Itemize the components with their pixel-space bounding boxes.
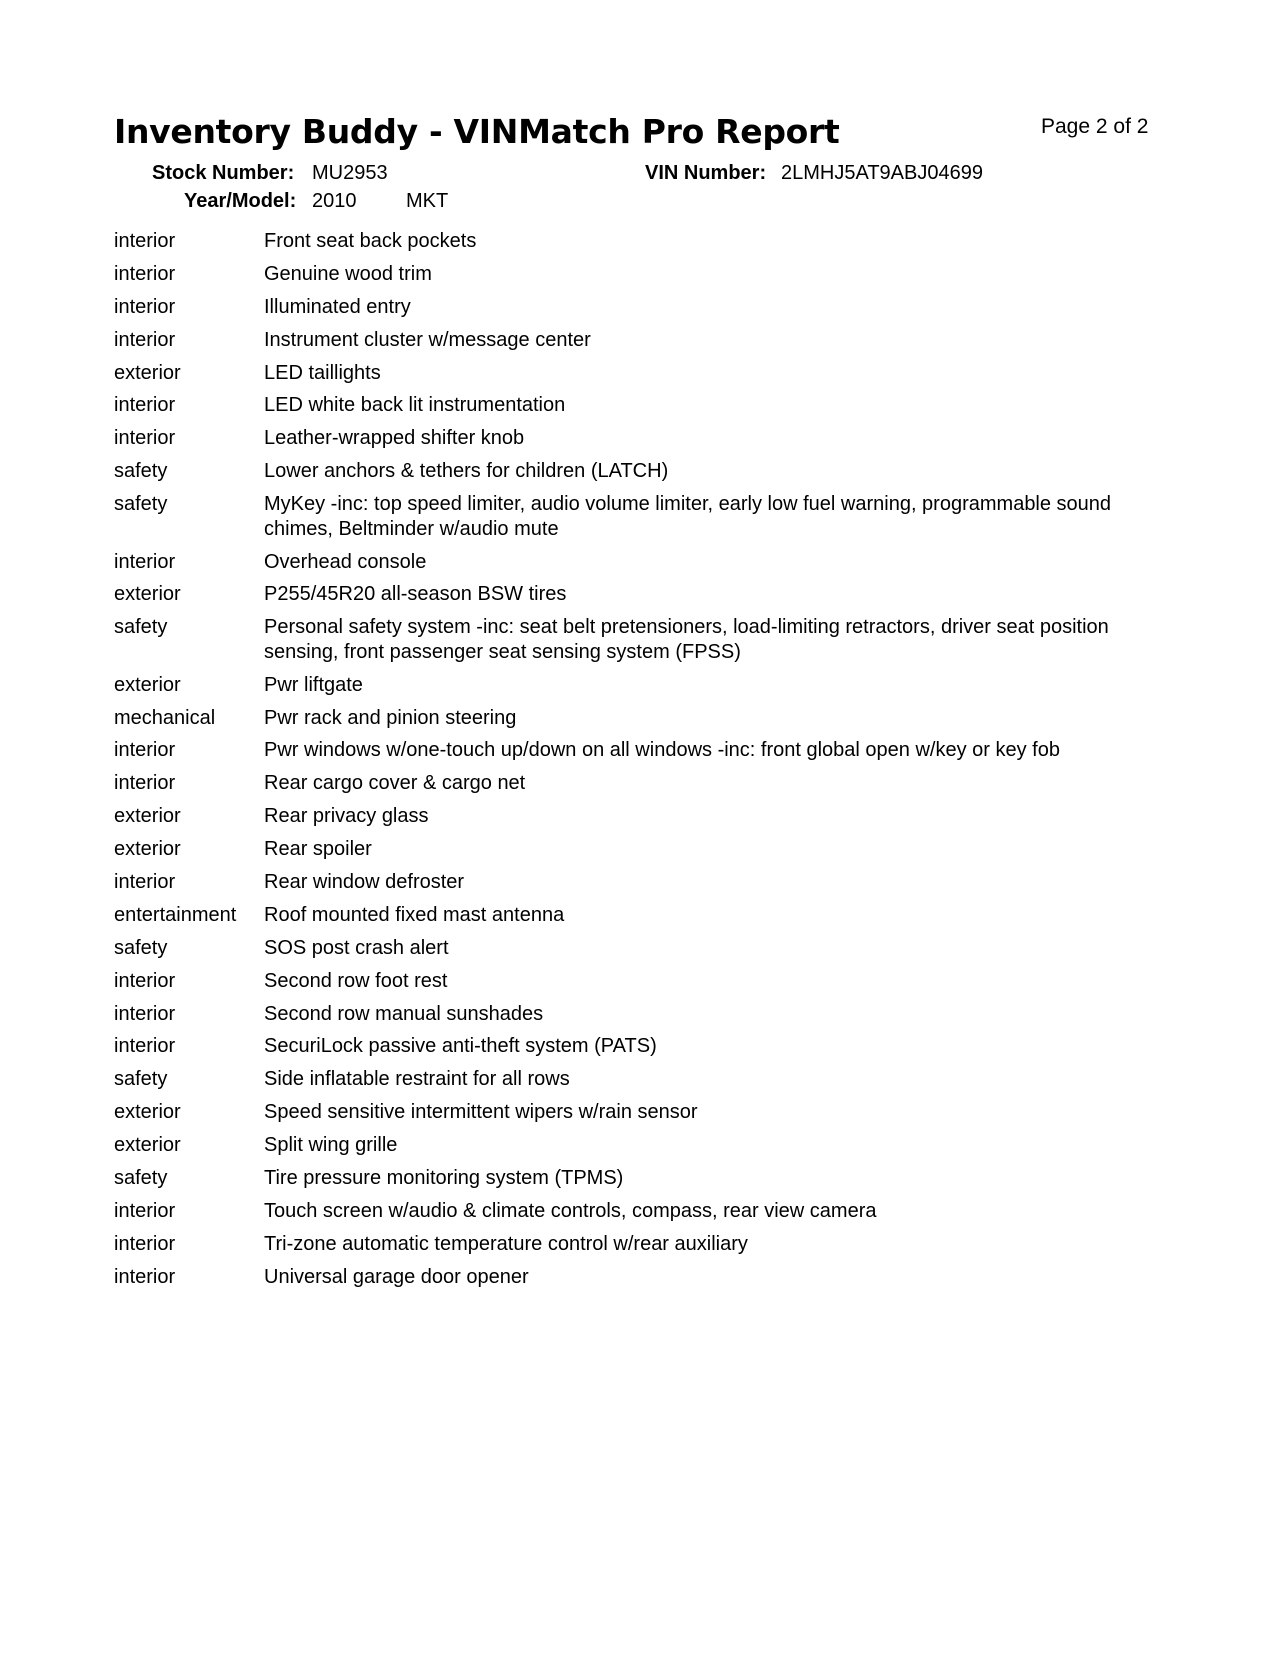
stock-number-value: MU2953: [312, 162, 388, 184]
feature-description: Rear spoiler: [264, 838, 372, 861]
report-title: Inventory Buddy - VINMatch Pro Report: [114, 112, 840, 151]
feature-row: [114, 459, 1174, 492]
feature-description: P255/45R20 all-season BSW tires: [264, 583, 567, 606]
feature-category: interior: [114, 230, 176, 252]
feature-row: [114, 1034, 1174, 1067]
feature-description: Pwr windows w/one-touch up/down on all windows -inc: front global open w/key or key fob: [264, 739, 1060, 762]
feature-row: [114, 706, 1174, 739]
feature-description: Genuine wood trim: [264, 262, 432, 285]
feature-row: [114, 1199, 1174, 1232]
feature-row: [114, 1100, 1174, 1133]
feature-category: interior: [114, 1199, 176, 1222]
feature-category: mechanical: [114, 706, 216, 729]
feature-category: interior: [114, 1002, 176, 1025]
feature-description: Rear privacy glass: [264, 805, 429, 828]
feature-category: exterior: [114, 838, 181, 861]
feature-description: Illuminated entry: [264, 295, 411, 318]
feature-category: interior: [114, 1265, 176, 1288]
feature-category: safety: [114, 1068, 168, 1091]
feature-row: [114, 550, 1174, 583]
feature-category: exterior: [114, 1101, 181, 1124]
feature-description: Tri-zone automatic temperature control w/rear auxiliary: [264, 1232, 748, 1255]
feature-description: Pwr liftgate: [264, 673, 363, 696]
feature-description: Second row manual sunshades: [264, 1002, 544, 1025]
feature-category: interior: [114, 262, 176, 285]
feature-description: Front seat back pockets: [264, 230, 477, 252]
feature-description: Instrument cluster w/message center: [264, 328, 591, 351]
feature-category: safety: [114, 493, 168, 516]
feature-row: [114, 1166, 1174, 1199]
feature-row: [114, 361, 1174, 394]
feature-row: [114, 673, 1174, 706]
feature-category: interior: [114, 969, 176, 992]
feature-row: [114, 393, 1174, 426]
feature-row: [114, 615, 1174, 672]
feature-description: Overhead console: [264, 550, 427, 573]
feature-category: exterior: [114, 805, 181, 828]
feature-category: safety: [114, 1167, 168, 1190]
feature-category: safety: [114, 616, 168, 639]
feature-row: [114, 771, 1174, 804]
feature-description: Split wing grille: [264, 1134, 398, 1157]
feature-row: [114, 804, 1174, 837]
vin-number-value: 2LMHJ5AT9ABJ04699: [781, 162, 983, 184]
feature-category: interior: [114, 427, 176, 450]
feature-description: Tire pressure monitoring system (TPMS): [264, 1167, 624, 1190]
feature-description: Lower anchors & tethers for children (LATCH): [264, 460, 669, 483]
feature-row: [114, 936, 1174, 969]
feature-list: [114, 229, 1174, 1298]
feature-row: [114, 1133, 1174, 1166]
feature-category: interior: [114, 550, 176, 573]
feature-category: interior: [114, 772, 176, 795]
feature-category: interior: [114, 1232, 176, 1255]
feature-description: Pwr rack and pinion steering: [264, 706, 517, 729]
feature-category: interior: [114, 1035, 176, 1058]
feature-category: entertainment: [114, 903, 237, 926]
feature-category: interior: [114, 871, 176, 894]
vin-number-label: VIN Number:: [645, 162, 767, 184]
page-number: Page 2 of 2: [1041, 115, 1149, 138]
feature-category: safety: [114, 460, 168, 483]
feature-description: Side inflatable restraint for all rows: [264, 1068, 570, 1091]
feature-category: exterior: [114, 673, 181, 696]
feature-category: exterior: [114, 583, 181, 606]
feature-description: LED white back lit instrumentation: [264, 394, 566, 417]
feature-description: Roof mounted fixed mast antenna: [264, 903, 565, 926]
feature-row: [114, 426, 1174, 459]
feature-row: [114, 1265, 1174, 1298]
feature-description: Touch screen w/audio & climate controls, compass, rear view camera: [264, 1199, 877, 1222]
feature-category: safety: [114, 936, 168, 959]
feature-description: Universal garage door opener: [264, 1265, 529, 1288]
feature-row: [114, 582, 1174, 615]
feature-description: SecuriLock passive anti-theft system (PATS): [264, 1035, 657, 1058]
year-value: 2010: [312, 190, 357, 212]
feature-row: [114, 738, 1174, 771]
feature-description: Rear cargo cover & cargo net: [264, 772, 526, 795]
feature-description: Rear window defroster: [264, 871, 465, 894]
feature-row: [114, 1067, 1174, 1100]
feature-description: MyKey -inc: top speed limiter, audio volume limiter, early low fuel warning, programmable sound chimes, Beltminder w/audio mute: [264, 493, 1112, 540]
feature-description: Second row foot rest: [264, 969, 448, 992]
stock-number-label: Stock Number:: [152, 162, 295, 184]
feature-row: [114, 969, 1174, 1002]
feature-description: SOS post crash alert: [264, 936, 449, 959]
feature-row: [114, 492, 1174, 549]
feature-row: [114, 229, 1174, 262]
year-model-label: Year/Model:: [184, 190, 297, 212]
feature-row: [114, 1232, 1174, 1265]
feature-category: interior: [114, 739, 176, 762]
model-value: MKT: [406, 190, 449, 212]
feature-description: Personal safety system -inc: seat belt pretensioners, load-limiting retractors, driver seat position sensing, front passenger seat sensing system (FPSS): [264, 616, 1109, 663]
feature-row: [114, 295, 1174, 328]
feature-row: [114, 837, 1174, 870]
feature-category: interior: [114, 295, 176, 318]
feature-row: [114, 903, 1174, 936]
feature-category: exterior: [114, 1134, 181, 1157]
feature-row: [114, 1002, 1174, 1035]
feature-description: LED taillights: [264, 361, 381, 384]
feature-description: Speed sensitive intermittent wipers w/rain sensor: [264, 1101, 698, 1124]
feature-category: interior: [114, 328, 176, 351]
feature-row: [114, 870, 1174, 903]
feature-description: Leather-wrapped shifter knob: [264, 427, 525, 450]
feature-category: exterior: [114, 361, 181, 384]
feature-row: [114, 262, 1174, 295]
feature-row: [114, 328, 1174, 361]
feature-category: interior: [114, 394, 176, 417]
